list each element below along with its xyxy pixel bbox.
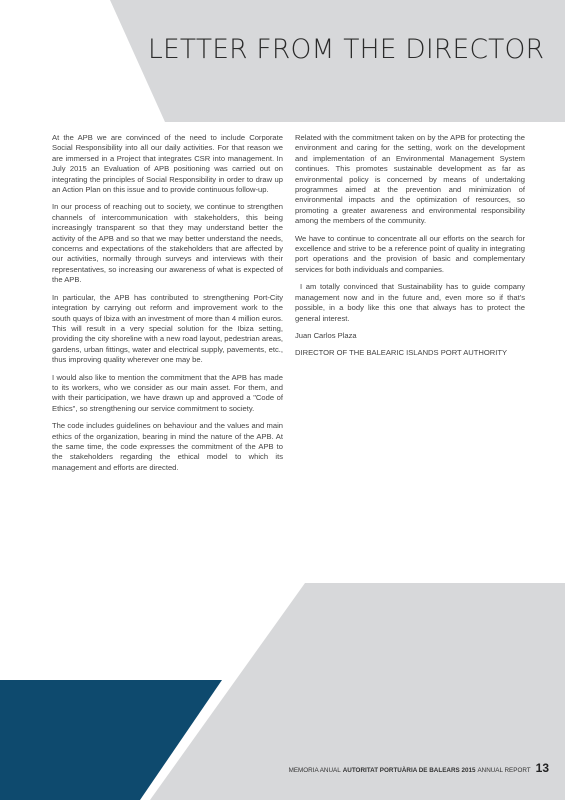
page-number: 13 (535, 761, 549, 775)
footer-organization: AUTORITAT PORTUÀRIA DE BALEARS 2015 (342, 767, 476, 774)
page-title: LETTER FROM THE DIRECTOR (148, 34, 545, 65)
paragraph: We have to continue to concentrate all our efforts on the search for excellence and strive to be a reference point of quality in integrating port operations and the provision of basic and complementary services for both individuals and companies. (295, 233, 525, 274)
footer-report: ANNUAL REPORT (477, 767, 531, 774)
paragraph: Related with the commitment taken on by the APB for protecting the environment and caring for the setting, work on the development and implementation of an Environmental Management System continues. This promotes sustainable development as far as environmental policy is concerned by means of undertaking programmes aimed at the prevention and minimization of environmental impacts and the optimization of resources, so promoting a greater awareness and environmental responsibility among the members of the community. (295, 133, 525, 226)
signature-role: DIRECTOR OF THE BALEARIC ISLANDS PORT AUTHORITY (295, 348, 508, 358)
signature-name: Juan Carlos Plaza (295, 330, 357, 340)
right-column (295, 133, 525, 366)
paragraph: The code includes guidelines on behaviour and the values and main ethics of the organization, bearing in mind the nature of the APB. At the same time, the code expresses the commitment of the APB to the stakeholders regarding the ethical model to which its management and efforts are directed. (52, 421, 283, 472)
paragraph: At the APB we are convinced of the need to include Corporate Social Responsibility into all our daily activities. For that reason we are immersed in a Project that integrates CSR into management. In July 2015 an Evaluation of APB positioning was carried out on integrating the principles of Social Responsibility in order to draw up an Action Plan on this issue and to provide continuous follow-up. (52, 133, 283, 195)
left-column (52, 133, 283, 480)
paragraph: I would also like to mention the commitment that the APB has made to its workers, who we consider as our main asset. For them, and with their participation, we have drawn up and approved a "Code of Ethics", so strengthening our service commitment to society. (52, 372, 283, 413)
paragraph: In particular, the APB has contributed to strengthening Port-City integration by carrying out reform and improvement work to the south quays of Ibiza with an investment of more than 4 million euros. This will result in a very special solution for the Ibiza setting, providing the city shoreline with a new road layout, pedestrian areas, gardens, urban fittings, water and electrical supply, pavements, etc., thus improving quality wherever one may be. (52, 292, 283, 365)
page-footer (289, 761, 551, 775)
paragraph: I am totally convinced that Sustainability has to guide company management now and in the future and, even more so if that's possible, in a body like this one that always has to protect the general interest. (295, 282, 525, 323)
paragraph: In our process of reaching out to society, we continue to strengthen channels of intercommunication with stakeholders, this being increasingly transparent so that they may understand better the activity of the APB and so that we may better understand the needs, concerns and expectations of the stakeholders that are affected by our activities, normally through surveys and interviews with their representatives, so increasing our awareness of what is expected of the APB. (52, 202, 283, 285)
footer-memoria: MEMORIA ANUAL (288, 767, 341, 774)
